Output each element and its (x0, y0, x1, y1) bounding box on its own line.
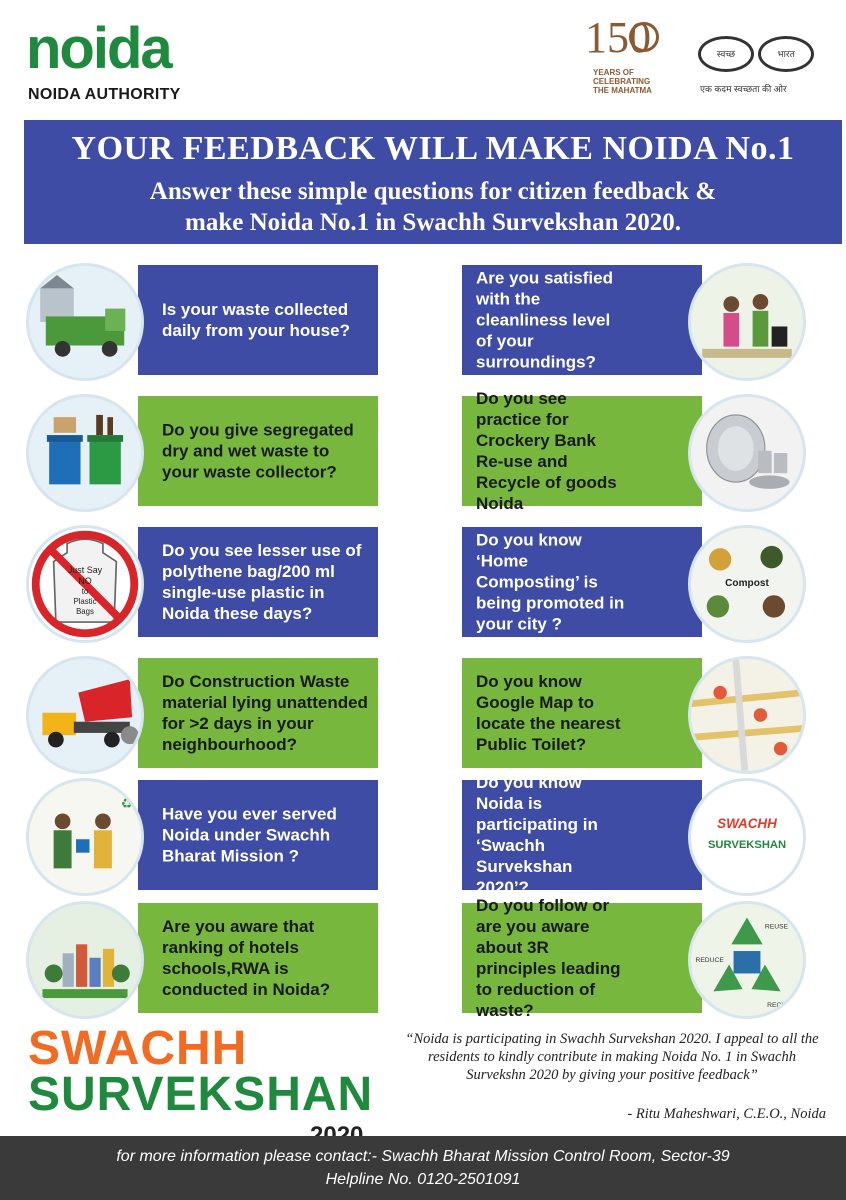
no-plastic-line-1: Just Say (67, 564, 103, 575)
question-text: Do you know Google Map to locate the nearest Public Toilet? (476, 672, 621, 754)
question-text: Do you give segregated dry and wet waste to your waste collector? (162, 420, 354, 482)
noida-logo: noida (26, 16, 171, 81)
question-text: Do you see practice for Crockery Bank Re-use and Recycle of goods Noida (476, 389, 617, 513)
crockery-icon (688, 394, 806, 512)
compost-icon (688, 525, 806, 643)
swachh-survekshan-logo (28, 1022, 374, 1121)
question-card-segregation (0, 396, 354, 506)
dumper-truck-icon (26, 656, 144, 774)
question-text: Do Construction Waste material lying unattended for >2 days in your neighbourhood? (162, 672, 368, 754)
survekshan-badge-line-2: SURVEKSHAN (707, 839, 787, 852)
question-text: Have you ever served Noida under Swachh Bharat Mission ? (162, 804, 337, 866)
swachh-bharat-tagline: एक कदम स्वच्छता की ओर (700, 84, 787, 94)
question-text: Are you aware that ranking of hotels schools,RWA is conducted in Noida? (162, 917, 331, 999)
charkha-wheel-icon (629, 22, 659, 52)
no-plastic-line-4: Plastic (73, 597, 97, 607)
recycle-3r-icon (688, 901, 806, 1019)
footer-contact-line: for more information please contact:- Swachh Bharat Mission Control Room, Sector-39 (116, 1148, 730, 1165)
reuse-label: REUSE (764, 923, 789, 931)
no-plastic-icon (26, 525, 144, 643)
dustbins-icon (26, 394, 144, 512)
garbage-truck-icon (26, 263, 144, 381)
question-card-waste-collection (0, 265, 350, 375)
recycle-label: RECYCLE (767, 1002, 799, 1010)
logo-line-survekshan: SURVEKSHAN (28, 1068, 374, 1121)
survekshan-badge-line-1: SWACHH (717, 816, 777, 832)
question-text: Is your waste collected daily from your house? (162, 300, 350, 340)
badge-number: 150 (585, 13, 651, 62)
question-card-public-toilet (462, 658, 802, 768)
volunteers-icon (26, 778, 144, 896)
swachh-bharat-logo (694, 26, 834, 106)
question-text: Do you know Noida is participating in ‘Swachh Survekshan 2020’? (476, 773, 598, 897)
footer-helpline: Helpline No. 0120-2501091 (325, 1171, 521, 1188)
cleaning-people-icon (688, 263, 806, 381)
noida-authority-label: NOIDA AUTHORITY (28, 86, 181, 103)
map-pin-icon (688, 656, 806, 774)
question-card-crockery-bank (462, 389, 802, 513)
swachh-survekshan-text-icon (688, 778, 806, 896)
question-card-plastic (0, 527, 362, 637)
question-card-ranking (0, 903, 340, 1013)
badge-text: YEARS OF CELEBRATING THE MAHATMA (593, 68, 652, 95)
page-title: YOUR FEEDBACK WILL MAKE NOIDA No.1 (71, 130, 795, 167)
title-banner (24, 120, 842, 244)
svg-text:♻: ♻ (120, 795, 133, 811)
question-card-cleanliness (462, 265, 802, 375)
no-plastic-line-3: to (81, 587, 89, 597)
logo-line-swachh: SWACHH (28, 1022, 248, 1075)
question-card-swachh-bharat-service (0, 780, 340, 890)
question-text: Do you know ‘Home Composting’ is being promoted in your city ? (476, 530, 625, 634)
glasses-left-lens: स्वच्छ (698, 36, 754, 72)
contact-footer (0, 1136, 846, 1200)
city-ranking-icon (26, 901, 144, 1019)
question-card-home-composting (462, 527, 802, 637)
question-card-3r (462, 896, 802, 1020)
page-subtitle: Answer these simple questions for citizen feedback & make Noida No.1 in Swachh Survekshan 2020. (149, 178, 717, 236)
no-plastic-line-2: NO (78, 576, 92, 586)
question-card-construction-waste (0, 658, 368, 768)
reduce-label: REDUCE (695, 957, 724, 965)
compost-label: Compost (725, 578, 769, 590)
ceo-quote: “Noida is participating in Swachh Survekshan 2020. I appeal to all the residents to kindly contribute in making Noida No. 1 in Swachh Survekshn 2020 by giving your positive feedback” (405, 1031, 819, 1083)
no-plastic-line-5: Bags (76, 607, 94, 617)
quote-author: - Ritu Maheshwari, C.E.O., Noida (627, 1106, 826, 1122)
question-card-survekshan-participation (462, 773, 802, 897)
question-text: Are you satisfied with the cleanliness level of your surroundings? (476, 268, 613, 372)
question-text: Do you see lesser use of polythene bag/200 ml single-use plastic in Noida these days? (162, 541, 362, 623)
glasses-right-lens: भारत (758, 36, 814, 72)
gandhi-150-badge (585, 13, 675, 104)
question-text: Do you follow or are you aware about 3R principles leading to reduction of waste? (476, 896, 621, 1020)
